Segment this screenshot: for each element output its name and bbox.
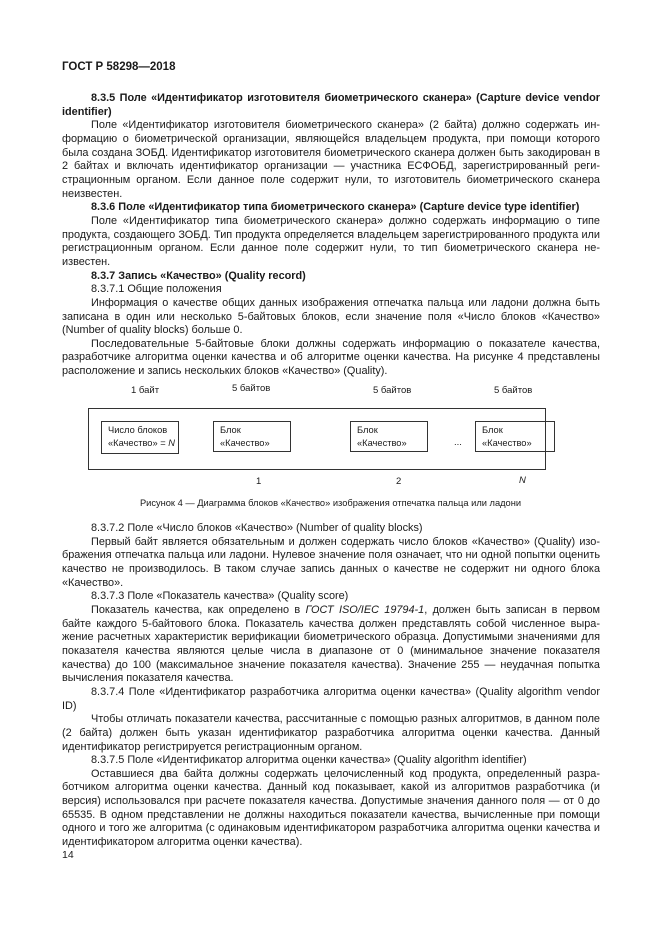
text: , должен быть записан в первом байте каждого 5-байтового блока. Показатель качества должен представлять собой численное выражение расчетных характеристик верификации биометрического образца. Допустимыми значениями для показателя качества являются целые числа в диапазоне от 0 (минимальное значение показателя качества) до 100 (максимальное значение показателя качества). Значение 255 — неудачная попытка вычисления показателя качества. [62,603,600,685]
subsection-heading: 8.3.7.3 Поле «Показатель качества» (Quality score) [91,590,349,603]
count-box-line1: Число блоков [108,425,168,435]
quality-block: Блок «Качество» [213,421,291,452]
figure-caption: Рисунок 4 — Диаграмма блоков «Качество» изображения отпечатка пальца или ладони [139,498,522,508]
size-label: 1 байт [131,385,160,396]
paragraph: Первый байт является обязательным и должен содержать число блоков «Качество» (Quality) изображения отпечатка пальца или ладони. Нулевое значение поля означает, что ни одной попытки оценить качество не производилось. В таком случае запись данных о качестве не содержит ни одного блока «Качество». [62,535,600,589]
paragraph: Поле «Идентификатор типа биометрического сканера» должно содержать информацию о типе продукта, создающего ЗОБД. Тип продукта определяется владельцем зарегистрированного продукта или регистрационным органом. Если данное поле содержит нули, то тип биометрического сканера неизвестен. [62,214,600,268]
size-label: 5 байтов [494,385,533,396]
document-header: ГОСТ Р 58298—2018 [62,61,176,73]
record-frame [88,408,546,470]
size-label: 5 байтов [232,383,271,394]
ellipsis: ... [454,437,462,448]
count-box-line2 [108,437,178,450]
block-index: 2 [396,476,402,487]
subsection-heading: 8.3.7.5 Поле «Идентификатор алгоритма оценки качества» (Quality algorithm identifier) [91,754,527,767]
quality-block: Блок «Качество» [350,421,428,452]
paragraph [62,604,600,686]
text: Показатель качества, как определено в [91,603,306,616]
sections-top [62,92,600,379]
subsection-heading: 8.3.7.2 Поле «Число блоков «Качество» (Number of quality blocks) [91,522,423,534]
section-heading: 8.3.6 Поле «Идентификатор типа биометрического сканера» (Capture device type identifier) [91,201,580,214]
paragraph: Поле «Идентификатор изготовителя биометрического сканера» (2 байта) должно содержать информацию о биометрической организации, являющейся владельцем продукта, при помощи которого была создана ЗОБД. Идентификатор изготовителя биометрического сканера должен быть закодирован в 2 байтах и включать идентификатор организации — участника ЕСФОБД, зарегистрированный регистрационным органом. Если данное поле содержит нули, то изготовитель биометрического сканера неизвестен. [62,119,600,200]
count-box [101,421,179,454]
subsection-heading: 8.3.7.1 Общие положения [91,283,222,296]
block-index: N [519,475,526,486]
section-heading: 8.3.5 Поле «Идентификатор изготовителя биометрического сканера» (Capture device vendor identifier) [62,92,600,118]
page-number: 14 [62,849,74,861]
count-box-var: N [168,438,175,448]
paragraph: Последовательные 5-байтовые блоки должны содержать информацию о показателе качества, разработчике алгоритма оценки качества и об алгоритме оценки качества. На рисунке 4 представлены расположение и запись нескольких блоков «Качество» (Quality). [62,337,600,378]
count-box-text: «Качество» = [108,438,169,448]
paragraph: Чтобы отличать показатели качества, рассчитанные с помощью разных алгоритмов, в данном поле (2 байта) должен быть указан идентификатор разработчика алгоритма оценки качества. Данный идентификатор регистрируется регистрационным органом. [62,713,600,753]
paragraph: Информация о качестве общих данных изображения отпечатка пальца или ладони должна быть записана в один или несколько 5-байтовых блоков, если значение поля «Число блоков «Качество» (Number of quality blocks) больше 0. [62,296,600,337]
quality-block: Блок «Качество» [475,421,555,452]
paragraph: Оставшиеся два байта должны содержать целочисленный код продукта, определенный разработчиком алгоритма оценки качества. Данный код показывает, какой из алгоритмов разработчика (и версия) использовался при расчете показателя качества. Допустимые значения данного поля — от 0 до 65535. В одном представлении не должны находиться показатели качества, вычисленные при помощи одного и того же алгоритма (с одинаковым идентификатором разработчика алгоритма оценки качества и идентификатором алгоритма оценки качества). [62,767,600,849]
standard-reference: ГОСТ ISO/IEC 19794-1 [305,603,425,616]
block-index: 1 [256,476,262,487]
subsection-heading: 8.3.7.4 Поле «Идентификатор разработчика алгоритма оценки качества» (Quality algorithm vendor ID) [62,685,600,712]
size-label: 5 байтов [373,385,412,396]
sections-bottom [62,522,600,850]
section-heading: 8.3.7 Запись «Качество» (Quality record) [91,269,306,282]
